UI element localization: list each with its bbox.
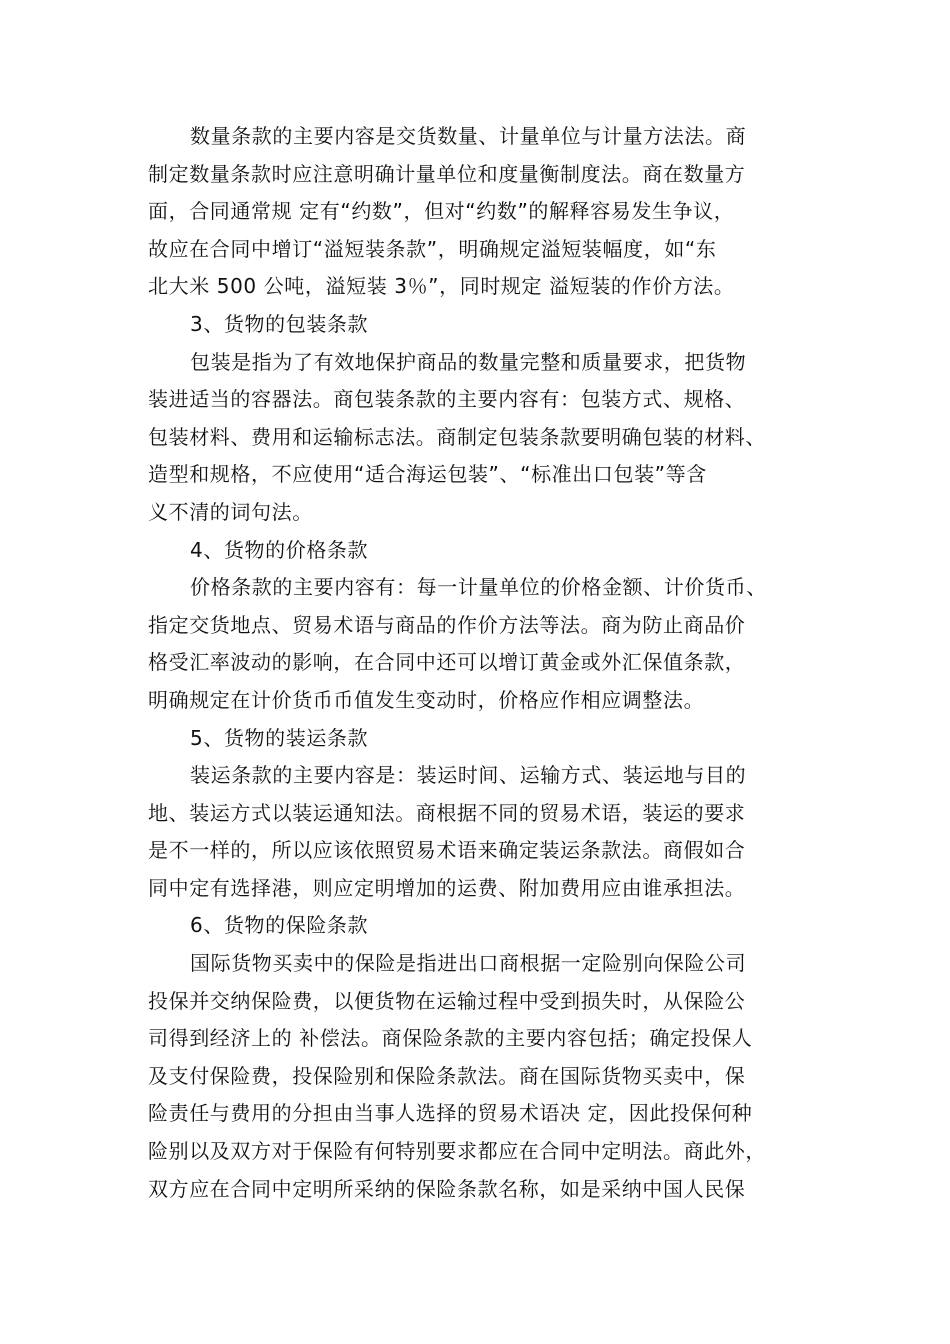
body-text-line: 司得到经济上的 补偿法。商保险条款的主要内容包括；确定投保人 bbox=[148, 1026, 753, 1051]
body-text-line: 地、装运方式以装运通知法。商根据不同的贸易术语，装运的要求 bbox=[148, 800, 746, 825]
body-text-line: 面，合同通常规 定有“约数”，但对“约数”的解释容易发生争议， bbox=[148, 199, 735, 224]
paragraph-first-line: 装运条款的主要内容是：装运时间、运输方式、装运地与目的 bbox=[190, 763, 747, 788]
body-text-line: 北大米 500 公吨，溢短装 3％”，同时规定 溢短装的作价方法。 bbox=[148, 274, 735, 299]
body-text-line: 包装材料、费用和运输标志法。商制定包装条款要明确包装的材料、 bbox=[148, 424, 766, 449]
paragraph-first-line: 数量条款的主要内容是交货数量、计量单位与计量方法法。商 bbox=[190, 124, 747, 148]
section-heading: 3、货物的包装条款 bbox=[190, 311, 369, 336]
body-text-line: 及支付保险费，投保险别和保险条款法。商在国际货物买卖中，保 bbox=[148, 1063, 746, 1088]
paragraph-first-line: 包装是指为了有效地保护商品的数量完整和质量要求，把货物 bbox=[190, 349, 747, 374]
body-text-line: 义不清的词句法。 bbox=[148, 499, 313, 524]
body-text-line: 指定交货地点、贸易术语与商品的作价方法等法。商为防止商品价 bbox=[148, 612, 746, 637]
body-text-line: 是不一样的，所以应该依照贸易术语来确定装运条款法。商假如合 bbox=[148, 838, 746, 863]
body-text-line: 制定数量条款时应注意明确计量单位和度量衡制度法。商在数量方 bbox=[148, 161, 746, 186]
body-text-line: 造型和规格，不应使用“适合海运包装”、“标准出口包装”等含 bbox=[148, 462, 707, 487]
body-text-line: 同中定有选择港，则应定明增加的运费、附加费用应由谁承担法。 bbox=[148, 875, 746, 900]
body-text-line: 投保并交纳保险费，以便货物在运输过程中受到损失时，从保险公 bbox=[148, 988, 746, 1013]
body-text-line: 明确规定在计价货币币值发生变动时，价格应作相应调整法。 bbox=[148, 687, 705, 712]
section-heading: 4、货物的价格条款 bbox=[190, 537, 369, 562]
body-text-line: 装进适当的容器法。商包装条款的主要内容有：包装方式、规格、 bbox=[148, 387, 746, 412]
paragraph-first-line: 价格条款的主要内容有：每一计量单位的价格金额、计价货币、 bbox=[190, 575, 767, 600]
section-heading: 6、货物的保险条款 bbox=[190, 913, 369, 938]
body-text-line: 双方应在合同中定明所采纳的保险条款名称，如是采纳中国人民保 bbox=[148, 1176, 746, 1201]
body-text-line: 险别以及双方对于保险有何特别要求都应在合同中定明法。商此外， bbox=[148, 1139, 766, 1164]
section-heading: 5、货物的装运条款 bbox=[190, 725, 369, 750]
body-text-line: 格受汇率波动的影响，在合同中还可以增订黄金或外汇保值条款， bbox=[148, 650, 746, 675]
body-text-line: 险责任与费用的分担由当事人选择的贸易术语决 定，因此投保何种 bbox=[148, 1101, 753, 1126]
paragraph-first-line: 国际货物买卖中的保险是指进出口商根据一定险别向保险公司 bbox=[190, 951, 747, 976]
body-text-line: 故应在合同中增订“溢短装条款”，明确规定溢短装幅度，如“东 bbox=[148, 236, 717, 261]
document-body bbox=[148, 118, 808, 1208]
